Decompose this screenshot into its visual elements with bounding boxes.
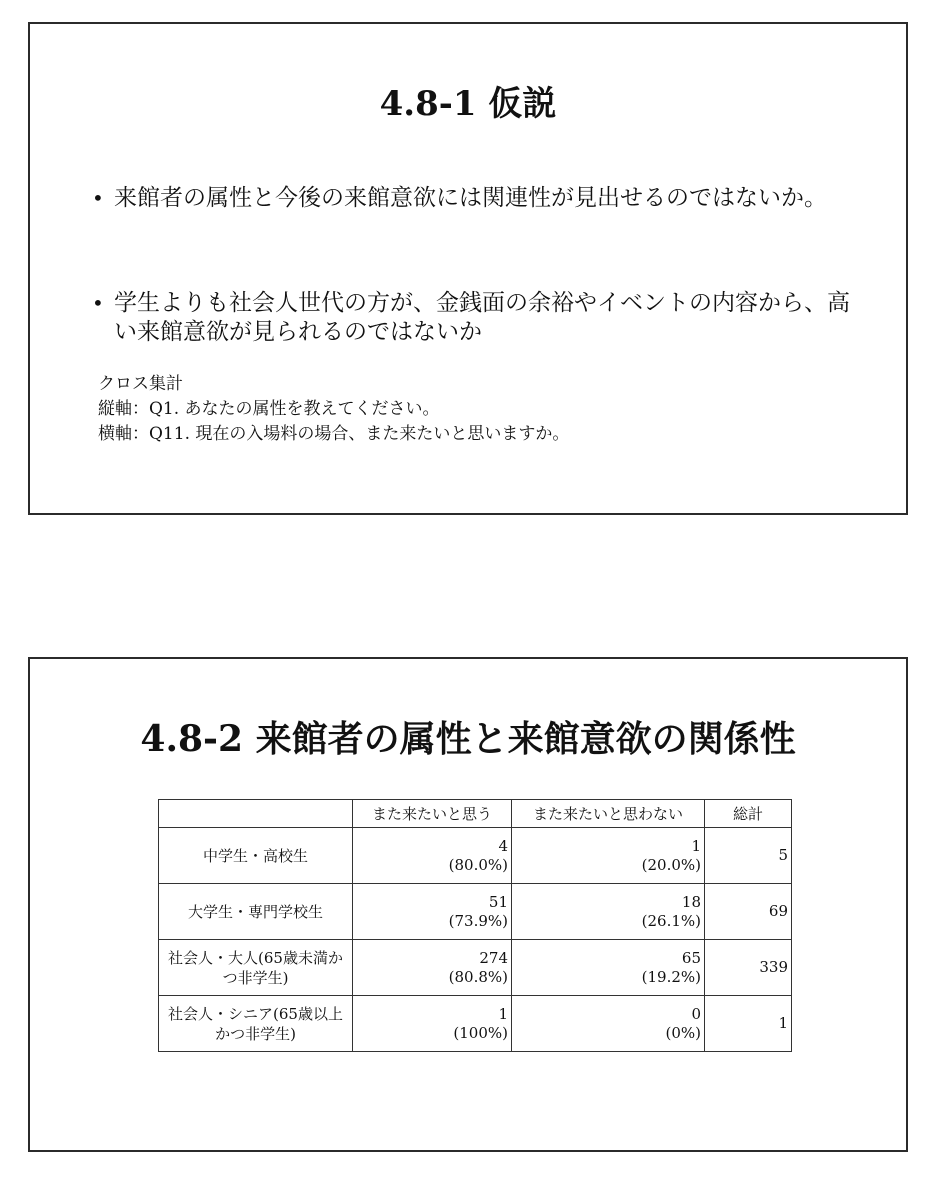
percent: (0%) [665,1023,701,1042]
cross-tab-table [158,799,792,1052]
percent: (19.2%) [641,967,701,986]
count: 65 [681,948,701,967]
cell-will-not-return [512,940,705,996]
cross-tab-notes [98,372,569,447]
table-row [159,828,792,884]
percent: (100%) [453,1023,508,1042]
count: 4 [498,836,508,855]
cell-will-not-return [512,884,705,940]
row-label: 中学生・高校生 [159,828,353,884]
cell-will-return [353,940,512,996]
cell-will-return [353,996,512,1052]
notes-vertical-axis: 縦軸：Q1. あなたの属性を教えてください。 [98,399,440,419]
count: 274 [479,948,508,967]
bullet-text: 学生よりも社会人世代の方が、金銭面の余裕やイベントの内容から、高い来館意欲が見られるのではないか [114,290,850,345]
percent: (20.0%) [641,855,701,874]
cell-total: 69 [705,884,792,940]
count: 1 [498,1004,508,1023]
percent: (73.9%) [448,911,508,930]
bullet-dot: • [92,186,104,210]
table-header-row [159,800,792,828]
table-row [159,884,792,940]
count: 0 [691,1004,701,1023]
bullet-item [92,289,862,347]
cell-will-not-return [512,828,705,884]
header-blank [159,800,353,828]
cell-will-not-return [512,996,705,1052]
count: 1 [691,836,701,855]
notes-heading: クロス集計 [98,374,183,394]
percent: (26.1%) [641,911,701,930]
table-row [159,940,792,996]
header-will-not-return: また来たいと思わない [512,800,705,828]
slide-title: 4.8-1 仮説 [379,84,557,124]
table-row [159,996,792,1052]
slide-relationship [28,657,908,1152]
slide-title: 4.8-2 来館者の属性と来館意欲の関係性 [140,718,796,760]
cell-will-return [353,828,512,884]
cell-total: 339 [705,940,792,996]
row-label: 社会人・大人(65歳未満かつ非学生) [159,940,353,996]
header-will-return: また来たいと思う [353,800,512,828]
row-label: 大学生・専門学校生 [159,884,353,940]
cell-will-return [353,884,512,940]
bullet-dot: • [92,291,104,315]
count: 18 [681,892,701,911]
count: 51 [488,892,508,911]
bullet-text: 来館者の属性と今後の来館意欲には関連性が見出せるのではないか。 [114,185,827,211]
cell-total: 1 [705,996,792,1052]
cell-total: 5 [705,828,792,884]
bullet-item [92,184,862,213]
notes-horizontal-axis: 横軸：Q11. 現在の入場料の場合、また来たいと思いますか。 [98,424,570,444]
percent: (80.8%) [448,967,508,986]
slide-hypothesis [28,22,908,515]
header-total: 総計 [705,800,792,828]
percent: (80.0%) [448,855,508,874]
row-label: 社会人・シニア(65歳以上かつ非学生) [159,996,353,1052]
